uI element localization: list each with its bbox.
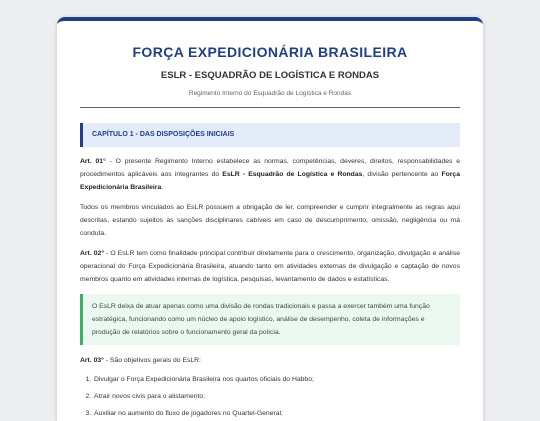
- objectives-list: [80, 373, 460, 420]
- article-3-text: - São objetivos gerais do EsLR:: [103, 357, 201, 364]
- list-item: 3. Auxiliar no aumento do fluxo de jogadores no Quartel-General;: [93, 407, 460, 420]
- article-3: [80, 354, 460, 367]
- article-1: [80, 155, 460, 194]
- article-1-label: Art. 01°: [80, 158, 106, 165]
- document-card: [57, 17, 483, 421]
- chapter-heading: CAPÍTULO 1 - DAS DISPOSIÇÕES INICIAIS: [80, 123, 460, 147]
- page-subtitle: ESLR - ESQUADRÃO DE LOGÍSTICA E RONDAS: [160, 70, 380, 81]
- article-1-strong-b: Força Expedicionária Brasileira: [80, 171, 460, 191]
- article-3-label: Art. 03°: [80, 357, 104, 364]
- article-1-text-c: .: [161, 184, 164, 191]
- info-note: O EsLR deixa de atuar apenas como uma divisão de rondas tradicionais e passa a exercer também uma função estratégica, funcionando como um núcleo de apoio logístico, análise de desempenho, coleta de informações e produção de relatórios sobre o funcionamento geral da polícia.: [80, 294, 460, 345]
- members-paragraph: Todos os membros vinculados ao EsLR possuem a obrigação de ler, compreender e cumprir integralmente as regras aqui descritas, estando sujeitos às sanções disciplinares cabíveis em caso de descumprimento, omissão, negligência ou má conduta.: [80, 204, 460, 237]
- list-item: 1. Divulgar o Força Expedicionária Brasileira nos quartos oficiais do Habbo;: [93, 373, 460, 386]
- page-description: Regimento Interno do Esquadrão de Logística e Rondas: [188, 90, 352, 97]
- article-1-text-a: - O presente Regimento Interno estabelece as normas, competências, deveres, direitos, responsabilidades e procedimentos aplicáveis aos integrantes do: [80, 158, 460, 178]
- article-1-strong-a: EsLR - Esquadrão de Logística e Rondas: [222, 171, 363, 178]
- header-divider: [80, 107, 460, 108]
- article-2-label: Art. 02°: [80, 250, 105, 257]
- article-2-text: - O EsLR tem como finalidade principal contribuir diretamente para o crescimento, organização, divulgação e análise operacional do Força Expedicionária Brasileira, atuando tanto em atividades externas de divulgação e captação de novos membros quanto em atividades internas de logística, pesquisas, levantamento de dados e estatísticas.: [80, 250, 460, 283]
- page-title: FORÇA EXPEDICIONÁRIA BRASILEIRA: [132, 44, 408, 60]
- list-item: 2. Atrair novos civis para o alistamento;: [93, 390, 460, 403]
- article-1-text-b: , divisão pertencente ao: [362, 171, 442, 178]
- article-2: [80, 247, 460, 286]
